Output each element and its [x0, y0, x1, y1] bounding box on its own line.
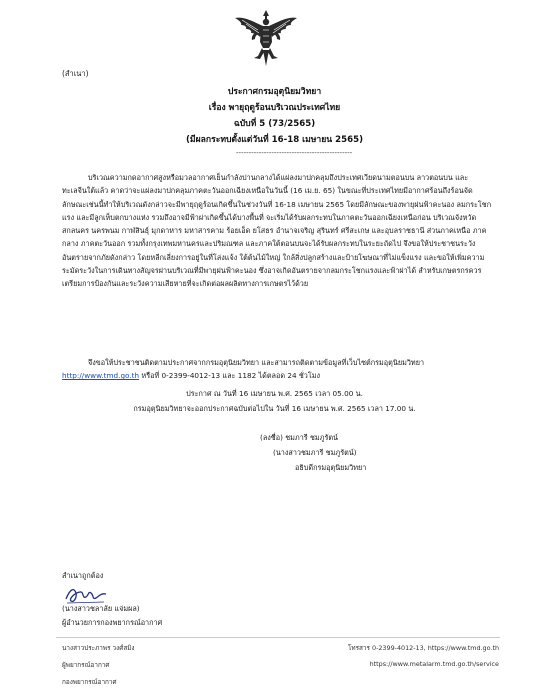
certifier-name: (นางสาวชลาลัย แจ่มผล) [62, 604, 140, 613]
body-paragraph-1 [62, 171, 498, 291]
certified-copy-label: สำเนาถูกต้อง [62, 571, 104, 580]
copy-mark: (สำเนา) [62, 69, 89, 78]
signed-by: (ลงชื่อ) ชมภารี ชมภูรัตน์ [260, 433, 339, 442]
footer-service-url: https://www.metalarm.tmd.go.th/service [369, 660, 499, 668]
announcement-issue-number: ฉบับที่ 5 (73/2565) [233, 119, 316, 129]
title-separator: ---------------------------------------------- [236, 149, 353, 157]
footer-author-division: กองพยากรณ์อากาศ [62, 678, 117, 686]
tmd-website-link[interactable]: http://www.tmd.go.th [62, 371, 140, 381]
issued-datetime: ประกาศ ณ วันที่ 16 เมษายน พ.ศ. 2565 เวลา 05.00 น. [186, 389, 363, 398]
paragraph-2-lead: จึงขอให้ประชาชนติดตามประกาศจากกรมอุตุนิยมวิทยา และสามารถติดตามข้อมูลที่เว็บไซต์กรมอุตุนิยมวิทยา [88, 358, 425, 367]
certifier-title: ผู้อำนวยการกองพยากรณ์อากาศ [62, 618, 163, 627]
next-announcement-notice: กรมอุตุนิยมวิทยาจะออกประกาศฉบับต่อไปใน วันที่ 16 เมษายน พ.ศ. 2565 เวลา 17.00 น. [133, 404, 416, 413]
body-paragraph-1-text: บริเวณความกดอากาศสูงหรือมวลอากาศเย็นกำลังปานกลางได้แผ่ลงมาปกคลุมถึงประเทศเวียดนามตอนบน ลาวตอนบน และทะเลจีนใต้แล้ว คาดว่าจะแผ่ลงมาปกคลุมภาคตะวันออกเฉียงเหนือในวันนี้ (16 เม.ย. 65) ในขณะที่ประเทศไทยมีอากาศร้อนถึงร้อนจัด ลักษณะเช่นนี้ทำให้บริเวณดังกล่าวจะมีพายุฤดูร้อนเกิดขึ้นในช่วงวันที่ 16-18 เมษายน 2565 โดยมีลักษณะของพายุฝนฟ้าคะนอง ลมกระโชกแรง และมีลูกเห็บตกบางแห่ง รวมถึงอาจมีฟ้าผ่าเกิดขึ้นได้บางพื้นที่ จะเริ่มได้รับผลกระทบในภาคตะวันออกเฉียงเหนือก่อน บริเวณจังหวัดสกลนคร นครพนม กาฬสินธุ์ มุกดาหาร มหาสารคาม ร้อยเอ็ด ยโสธร อำนาจเจริญ สุรินทร์ ศรีสะเกษ และอุบลราชธานี ส่วนภาคเหนือ ภาคกลาง ภาคตะวันออก รวมทั้งกรุงเทพมหานครและปริมณฑล และภาคใต้ตอนบนจะได้รับผลกระทบในระยะถัดไป จึงขอให้ประชาชนระวังอันตรายจากภัยดังกล่าว โดยหลีกเลี่ยงการอยู่ในที่โล่งแจ้ง ใต้ต้นไม้ใหญ่ ใกล้สิ่งปลูกสร้างและป้ายโฆษณาที่ไม่แข็งแรง และขอให้เพิ่มความระมัดระวังในการเดินทางสัญจรผ่านบริเวณที่มีพายุฝนฟ้าคะนอง ซึ่งอาจเกิดอันตรายจากลมกระโชกแรงและฟ้าผ่าได้ สำหรับเกษตรกรควรเตรียมการป้องกันและระวังความเสียหายที่จะเกิดต่อผลผลิตทางการเกษตรไว้ด้วย [62, 173, 492, 289]
paragraph-2-contact: หรือที่ 0-2399-4012-13 และ 1182 ได้ตลอด 24 ชั่วโมง [139, 371, 321, 381]
footer-contact: โทรสาร 0-2399-4012-13, https://www.tmd.go.th [347, 644, 499, 652]
announcement-effective-period: (มีผลกระทบตั้งแต่วันที่ 16-18 เมษายน 2565) [185, 135, 364, 145]
signer-full-name: (นางสาวชมภารี ชมภูรัตน์) [273, 448, 357, 457]
footer-author-name: นางสาวประภาพร วงศ์สมิง [62, 644, 135, 652]
announcement-subject: เรื่อง พายุฤดูร้อนบริเวณประเทศไทย [208, 103, 341, 113]
footer-divider [56, 637, 500, 638]
signer-position: อธิบดีกรมอุตุนิยมวิทยา [295, 463, 367, 472]
footer-author-role: ผู้พยากรณ์อากาศ [62, 661, 110, 669]
garuda-emblem-icon [232, 8, 300, 68]
body-paragraph-2 [62, 356, 502, 383]
announcement-title: ประกาศกรมอุตุนิยมวิทยา [227, 87, 322, 97]
